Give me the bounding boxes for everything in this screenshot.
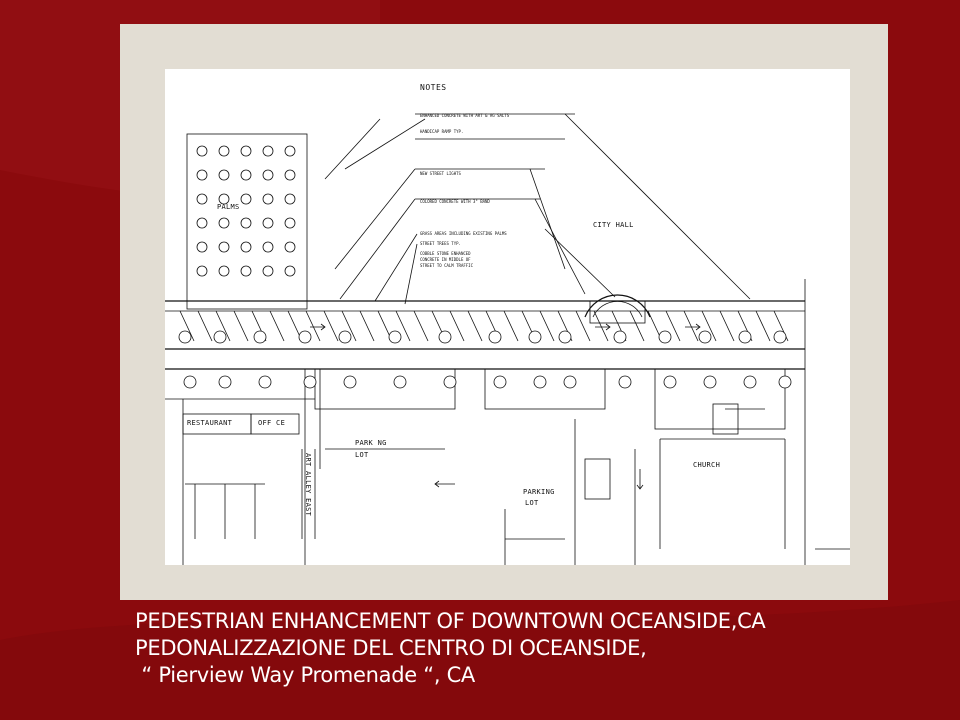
- parking-lot-1b-label: LOT: [355, 451, 369, 459]
- caption-line-2: PEDONALIZZAZIONE DEL CENTRO DI OCEANSIDE,: [135, 636, 647, 660]
- church-label: CHURCH: [693, 461, 721, 469]
- palms-label: PALMS: [217, 203, 240, 211]
- caption-line-1: PEDESTRIAN ENHANCEMENT OF DOWNTOWN OCEANSIDE,CA: [135, 609, 766, 633]
- restaurant-label: RESTAURANT: [187, 419, 233, 427]
- office-label: OFF CE: [258, 419, 286, 427]
- note-4: COLORED CONCRETE WITH 3" BAND: [420, 199, 490, 204]
- palms-area: [187, 134, 307, 309]
- city-hall-label: CITY HALL: [593, 221, 634, 229]
- diagonal-parking: [180, 311, 788, 341]
- site-plan-drawing: [165, 69, 850, 565]
- note-1: ENHANCED CONCRETE WITH ART & AG SALTS: [420, 113, 510, 118]
- parking-lot-2-label: PARKING: [523, 488, 555, 496]
- caption-line-3: “ Pierview Way Promenade “, CA: [135, 663, 475, 687]
- note-2: HANDICAP RAMP TYP.: [420, 129, 464, 134]
- note-5: GRASS AREAS INCLUDING EXISTING PALMS: [420, 231, 507, 236]
- notes-title: NOTES: [420, 83, 447, 92]
- note-3: NEW STREET LIGHTS: [420, 171, 461, 176]
- note-7: COBBLE STONE ENHANCED CONCRETE IN MIDDLE OF STREET TO CALM TRAFFIC: [420, 251, 473, 268]
- parking-lot-2b-label: LOT: [525, 499, 539, 507]
- art-alley-label: ART ALLEY EAST: [304, 453, 312, 517]
- note-6: STREET TREES TYP.: [420, 241, 461, 246]
- palm-trees: [197, 146, 295, 276]
- slide-caption: [135, 608, 766, 689]
- parking-lot-1-label: PARK NG: [355, 439, 387, 447]
